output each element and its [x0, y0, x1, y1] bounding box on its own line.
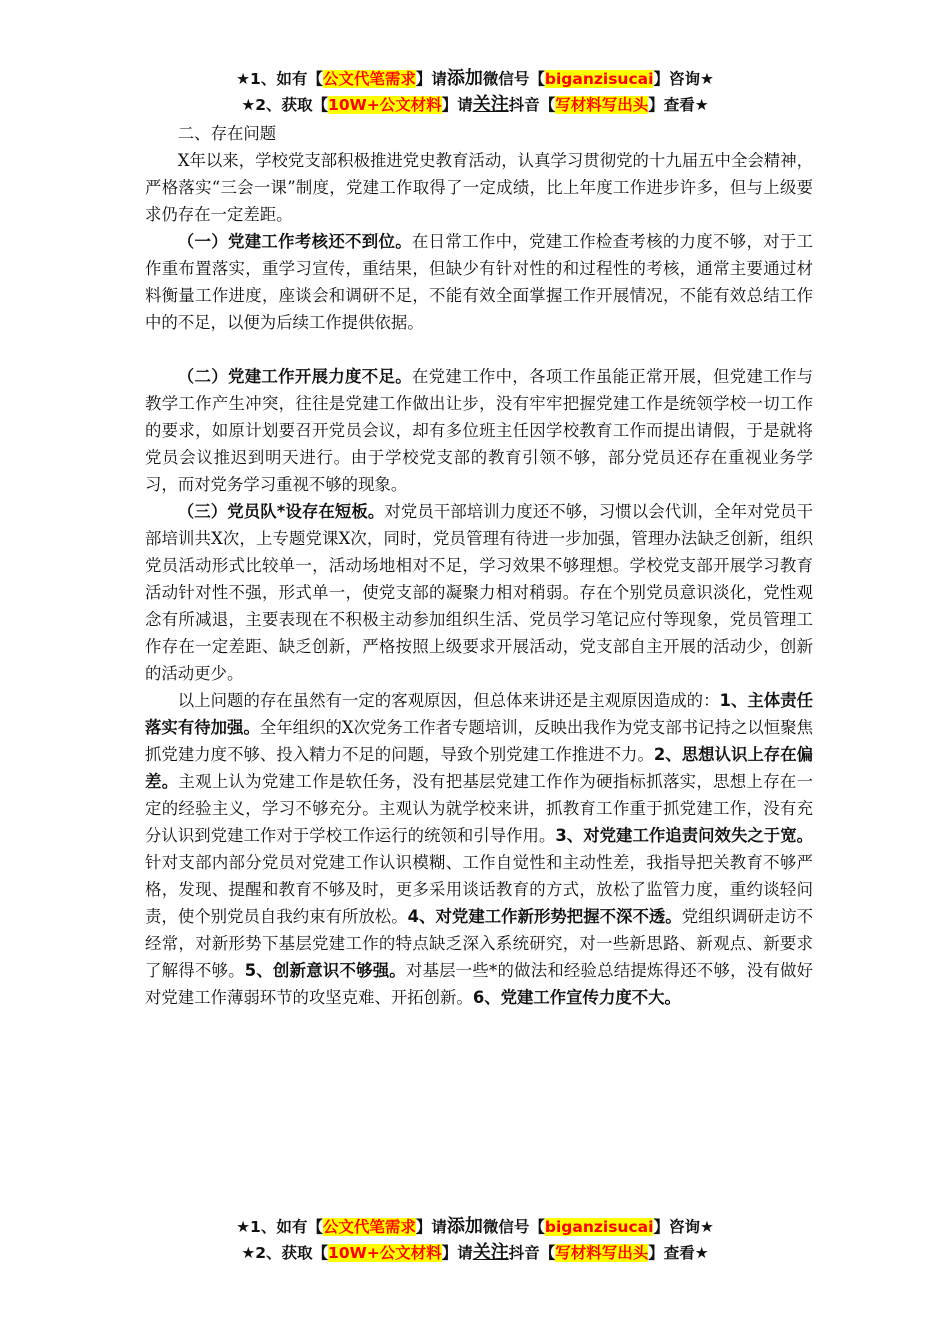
paragraph-1-text: 在日常工作中，党建工作检查考核的力度不够，对于工作重布置落实，重学习宣传，重结果，但缺少有针对性的和过程性的考核，通常主要通过材料衡量工作进度，座谈会和调研不足，不能有效全面掌握工作开展情况，不能有效总结工作中的不足，以便为后续工作提供依据。	[145, 232, 814, 332]
cause-1-title: 1、主体责任落实有待加强。	[145, 691, 813, 737]
cause-2-text: 主观上认为党建工作是软任务，没有把基层党建工作作为硬指标抓落实，思想上存在一定的经验主义，学习不够充分。主观认为就学校来讲，抓教育工作重于抓党建工作，没有充分认识到党建工作对于学校工作运行的统领和引导作用。	[145, 772, 814, 845]
paragraph-4-lead: 以上问题的存在虽然有一定的客观原因，但总体来讲还是主观原因造成的：	[177, 691, 720, 710]
paragraph-3-title: （三）党员队*设存在短板。	[177, 502, 385, 521]
cause-4-text: 党组织调研走访不经常，对新形势下基层党建工作的特点缺乏深入系统研究，对一些新思路、新观点、新要求了解得不够。	[145, 907, 814, 980]
banner-text: 微信号【	[482, 1218, 545, 1236]
highlight-wechat-id: biganzisucai	[544, 70, 654, 88]
intro-paragraph: X年以来，学校党支部积极推进党史教育活动，认真学习贯彻党的十九届五中全会精神，严格落实“三会一课”制度，党建工作取得了一定成绩，比上年度工作进步许多，但与上级要求仍存在一定差距。	[145, 151, 813, 224]
banner-text: 】请	[415, 70, 447, 88]
highlight-service: 公文代笔需求	[322, 70, 416, 88]
banner-text: 】查看★	[648, 1244, 709, 1262]
banner-line-2	[0, 92, 950, 118]
paragraph-4	[145, 687, 813, 1011]
banner-emphasis: 关注	[472, 1242, 509, 1263]
cause-5-title: 5、创新意识不够强。	[244, 961, 406, 980]
highlight-materials: 10W+公文材料	[328, 96, 442, 114]
document-body	[145, 120, 813, 1011]
paragraph-3	[145, 498, 813, 687]
cause-1-text: 全年组织的X次党务工作者专题培训，反映出我作为党支部书记持之以恒聚焦抓党建力度不够、投入精力不足的问题，导致个别党建工作推进不力。	[145, 718, 813, 764]
banner-text: 】咨询★	[653, 1218, 714, 1236]
highlight-wechat-id: biganzisucai	[544, 1218, 654, 1236]
banner-text: 】请	[415, 1218, 447, 1236]
paragraph-3-text: 对党员干部培训力度还不够，习惯以会代训，全年对党员干部培训共X次，上专题党课X次，同时，党员管理有待进一步加强，管理办法缺乏创新，组织党员活动形式比较单一，活动场地相对不足，学习效果不够理想。学校党支部开展学习教育活动针对性不强，形式单一，使党支部的凝聚力相对稍弱。存在个别党员意识淡化，党性观念有所减退，主要表现在不积极主动参加组织生活、党员学习笔记应付等现象，党员管理工作存在一定差距、缺乏创新，严格按照上级要求开展活动，党支部自主开展的活动少，创新的活动更少。	[145, 502, 814, 683]
bottom-banner	[0, 1214, 950, 1266]
banner-emphasis: 添加	[446, 1216, 483, 1237]
top-banner	[0, 66, 950, 118]
banner-text: 微信号【	[482, 70, 545, 88]
paragraph-2-title: （二）党建工作开展力度不足。	[177, 367, 412, 386]
banner-text: 】查看★	[648, 96, 709, 114]
paragraph-2-text: 在党建工作中，各项工作虽能正常开展，但党建工作与教学工作产生冲突，往往是党建工作做出让步，没有牢牢把握党建工作是统领学校一切工作的要求，如原计划要召开党员会议，却有多位班主任因学校教育工作而提出请假，于是就将党员会议推迟到明天进行。由于学校党支部的教育引领不够，部分党员还存在重视业务学习，而对党务学习重视不够的现象。	[145, 367, 814, 494]
section-heading: 二、存在问题	[177, 124, 277, 143]
paragraph-1	[145, 228, 813, 336]
paragraph-2	[145, 363, 813, 498]
banner-text: 抖音【	[508, 96, 556, 114]
banner-text: 抖音【	[508, 1244, 556, 1262]
banner-line-1	[0, 66, 950, 92]
banner-emphasis: 添加	[446, 68, 483, 89]
paragraph-1-title: （一）党建工作考核还不到位。	[177, 232, 412, 251]
banner-text: ★1、如有【	[236, 1218, 323, 1236]
highlight-douyin-account: 写材料写出头	[555, 96, 649, 114]
cause-3-text: 针对支部内部分党员对党建工作认识模糊、工作自觉性和主动性差，我指导把关教育不够严格，发现、提醒和教育不够及时，更多采用谈话教育的方式，放松了监管力度，重约谈轻问责，使个别党员自我约束有所放松。	[145, 853, 813, 926]
cause-5-text: 对基层一些*的做法和经验总结提炼得还不够，没有做好对党建工作薄弱环节的攻坚克难、开拓创新。	[145, 961, 814, 1007]
banner-text: ★2、获取【	[241, 1244, 329, 1262]
highlight-service: 公文代笔需求	[322, 1218, 416, 1236]
banner-text: 】请	[441, 96, 473, 114]
highlight-materials: 10W+公文材料	[328, 1244, 442, 1262]
cause-6-title: 6、党建工作宣传力度不大。	[472, 988, 681, 1007]
banner-line-2	[0, 1240, 950, 1266]
banner-emphasis: 关注	[472, 94, 509, 115]
cause-2-title: 2、思想认识上存在偏差。	[145, 745, 813, 791]
banner-text: ★1、如有【	[236, 70, 323, 88]
banner-text: 】请	[441, 1244, 473, 1262]
cause-4-title: 4、对党建工作新形势把握不深不透。	[407, 907, 682, 926]
banner-line-1	[0, 1214, 950, 1240]
cause-3-title: 3、对党建工作追责问效失之于宽。	[555, 826, 814, 845]
banner-text: 】咨询★	[653, 70, 714, 88]
banner-text: ★2、获取【	[241, 96, 329, 114]
highlight-douyin-account: 写材料写出头	[555, 1244, 649, 1262]
